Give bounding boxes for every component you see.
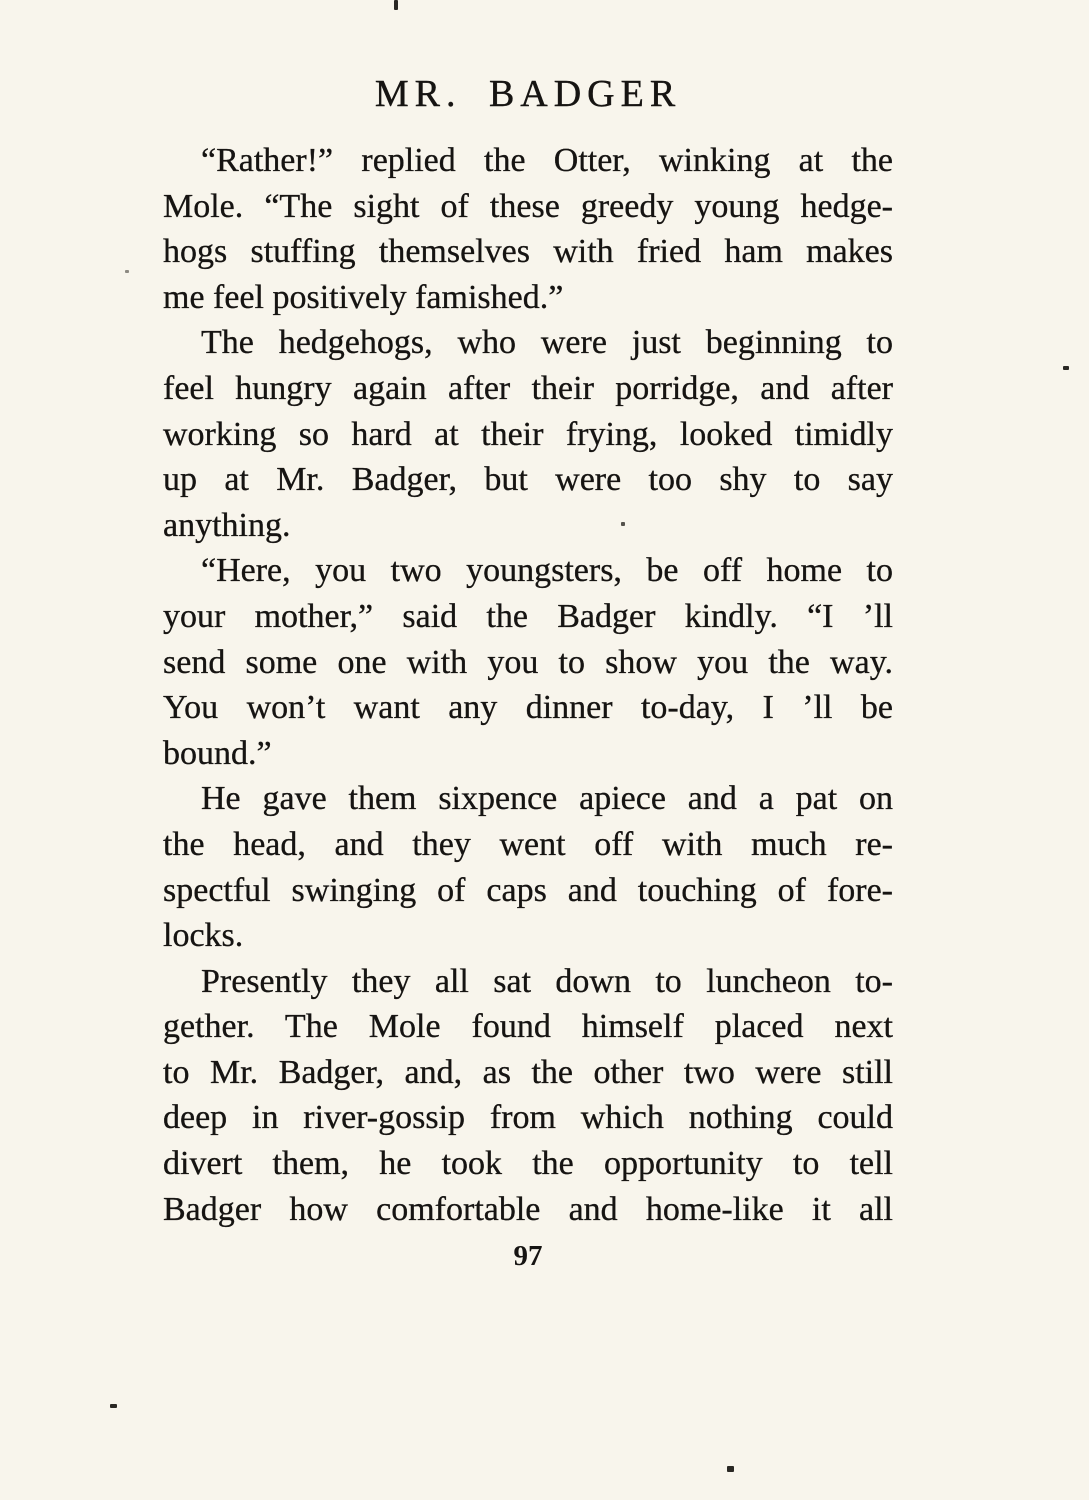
scan-speck (110, 1404, 117, 1408)
paragraph (163, 138, 893, 320)
text-block (163, 138, 893, 1232)
text-line: hogs stuffing themselves with fried ham makes (163, 233, 893, 271)
text-line: bound.” (163, 734, 272, 772)
text-line: “Here, you two youngsters, be off home to (201, 552, 893, 590)
text-line: send some one with you to show you the way. (163, 643, 893, 681)
text-line: gether. The Mole found himself placed next (163, 1008, 893, 1046)
text-line: “Rather!” replied the Otter, winking at the (201, 142, 893, 179)
text-line: spectful swinging of caps and touching of fore- (163, 871, 893, 909)
text-line: divert them, he took the opportunity to tell (163, 1145, 893, 1183)
text-line: The hedgehogs, who were just beginning to (201, 324, 893, 362)
paragraph (163, 320, 893, 548)
paragraph (163, 548, 893, 776)
running-header: MR. BADGER (374, 73, 682, 115)
text-line: up at Mr. Badger, but were too shy to say (163, 461, 893, 499)
text-line: feel hungry again after their porridge, and after (163, 369, 893, 407)
text-line: locks. (163, 917, 244, 955)
scan-speck (727, 1466, 734, 1472)
text-line: to Mr. Badger, and, as the other two were still (163, 1053, 893, 1091)
paragraph (163, 776, 893, 958)
scan-speck (1063, 366, 1069, 370)
text-line: You won’t want any dinner to-day, I ’ll be (163, 689, 893, 727)
scan-speck (125, 270, 129, 273)
scan-speck (394, 0, 398, 10)
text-line: anything. (163, 506, 291, 544)
text-line: deep in river-gossip from which nothing could (163, 1099, 893, 1137)
text-line: Mole. “The sight of these greedy young hedge- (163, 187, 893, 225)
paragraph (163, 959, 893, 1233)
text-line: Badger how comfortable and home-like it all (163, 1190, 893, 1228)
text-line: the head, and they went off with much re- (163, 825, 893, 863)
page-number: 97 (513, 1240, 543, 1272)
text-line: working so hard at their frying, looked timidly (163, 415, 893, 453)
text-line: Presently they all sat down to luncheon to- (201, 962, 893, 1000)
text-line: He gave them sixpence apiece and a pat on (201, 780, 893, 818)
text-line: your mother,” said the Badger kindly. “I ’ll (163, 597, 893, 635)
scan-speck (621, 522, 625, 526)
text-line: me feel positively famished.” (163, 278, 564, 316)
